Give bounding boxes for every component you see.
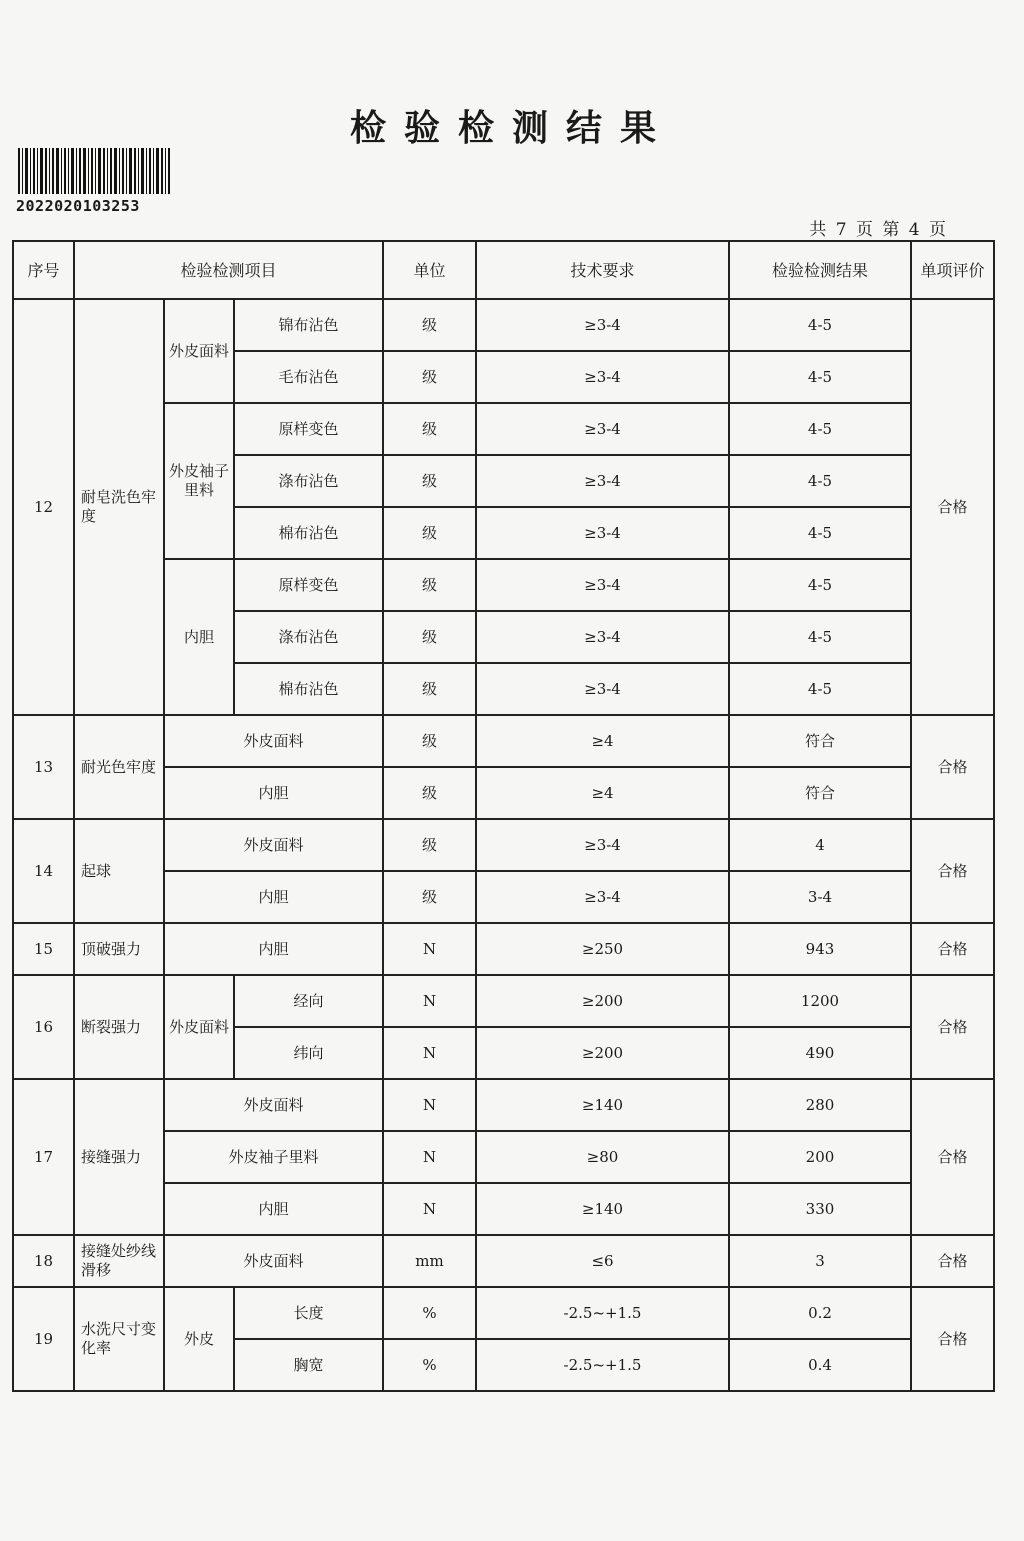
sub-item-cell: 内胆 [164, 871, 383, 923]
sub-item-cell: 毛布沾色 [234, 351, 383, 403]
seq-cell: 18 [13, 1235, 74, 1287]
table-row [13, 975, 994, 1027]
sub-item-cell: 纬向 [234, 1027, 383, 1079]
table-row [13, 1235, 994, 1287]
table-row [13, 819, 994, 871]
sub-item-cell: 外皮袖子里料 [164, 1131, 383, 1183]
result-cell: 符合 [729, 767, 911, 819]
result-cell: 4-5 [729, 403, 911, 455]
sub-item-cell: 原样变色 [234, 559, 383, 611]
header-evaluation: 单项评价 [911, 241, 994, 299]
evaluation-cell: 合格 [911, 299, 994, 715]
requirement-cell: ≥3-4 [476, 351, 729, 403]
barcode [18, 148, 170, 194]
group-cell: 外皮袖子里料 [164, 403, 234, 559]
unit-cell: 级 [383, 871, 476, 923]
unit-cell: 级 [383, 351, 476, 403]
evaluation-cell: 合格 [911, 975, 994, 1079]
evaluation-cell: 合格 [911, 1079, 994, 1235]
requirement-cell: -2.5~+1.5 [476, 1339, 729, 1391]
item-name-cell: 起球 [74, 819, 164, 923]
sub-item-cell: 内胆 [164, 767, 383, 819]
unit-cell: 级 [383, 455, 476, 507]
requirement-cell: ≥3-4 [476, 871, 729, 923]
unit-cell: N [383, 1079, 476, 1131]
table-row [13, 715, 994, 767]
requirement-cell: ≥140 [476, 1079, 729, 1131]
sub-item-cell: 锦布沾色 [234, 299, 383, 351]
header-seq: 序号 [13, 241, 74, 299]
group-cell: 外皮面料 [164, 975, 234, 1079]
result-cell: 280 [729, 1079, 911, 1131]
unit-cell: N [383, 975, 476, 1027]
seq-cell: 14 [13, 819, 74, 923]
report-number: 2022020103253 [16, 197, 140, 215]
seq-cell: 15 [13, 923, 74, 975]
item-name-cell: 顶破强力 [74, 923, 164, 975]
sub-item-cell: 内胆 [164, 923, 383, 975]
unit-cell: N [383, 1027, 476, 1079]
item-name-cell: 水洗尺寸变化率 [74, 1287, 164, 1391]
sub-item-cell: 外皮面料 [164, 819, 383, 871]
requirement-cell: ≥200 [476, 975, 729, 1027]
unit-cell: 级 [383, 299, 476, 351]
table-row [13, 1079, 994, 1131]
sub-item-cell: 外皮面料 [164, 1235, 383, 1287]
requirement-cell: ≤6 [476, 1235, 729, 1287]
result-cell: 4-5 [729, 455, 911, 507]
evaluation-cell: 合格 [911, 1287, 994, 1391]
header-row [13, 241, 994, 299]
results-table [12, 240, 995, 1392]
requirement-cell: ≥250 [476, 923, 729, 975]
requirement-cell: ≥4 [476, 767, 729, 819]
sub-item-cell: 原样变色 [234, 403, 383, 455]
group-cell: 内胆 [164, 559, 234, 715]
requirement-cell: ≥200 [476, 1027, 729, 1079]
evaluation-cell: 合格 [911, 715, 994, 819]
requirement-cell: ≥3-4 [476, 611, 729, 663]
sub-item-cell: 长度 [234, 1287, 383, 1339]
item-name-cell: 断裂强力 [74, 975, 164, 1079]
unit-cell: N [383, 923, 476, 975]
result-cell: 4-5 [729, 663, 911, 715]
sub-item-cell: 涤布沾色 [234, 611, 383, 663]
result-cell: 1200 [729, 975, 911, 1027]
sub-item-cell: 涤布沾色 [234, 455, 383, 507]
result-cell: 符合 [729, 715, 911, 767]
result-cell: 0.4 [729, 1339, 911, 1391]
result-cell: 3 [729, 1235, 911, 1287]
requirement-cell: ≥3-4 [476, 299, 729, 351]
requirement-cell: -2.5~+1.5 [476, 1287, 729, 1339]
result-cell: 4-5 [729, 299, 911, 351]
evaluation-cell: 合格 [911, 819, 994, 923]
table-row [13, 1287, 994, 1339]
sub-item-cell: 内胆 [164, 1183, 383, 1235]
header-requirement: 技术要求 [476, 241, 729, 299]
requirement-cell: ≥3-4 [476, 455, 729, 507]
result-cell: 490 [729, 1027, 911, 1079]
result-cell: 4-5 [729, 507, 911, 559]
result-cell: 4 [729, 819, 911, 871]
requirement-cell: ≥4 [476, 715, 729, 767]
result-cell: 0.2 [729, 1287, 911, 1339]
seq-cell: 12 [13, 299, 74, 715]
unit-cell: N [383, 1183, 476, 1235]
header-result: 检验检测结果 [729, 241, 911, 299]
seq-cell: 13 [13, 715, 74, 819]
unit-cell: % [383, 1339, 476, 1391]
unit-cell: 级 [383, 819, 476, 871]
seq-cell: 17 [13, 1079, 74, 1235]
unit-cell: % [383, 1287, 476, 1339]
unit-cell: 级 [383, 611, 476, 663]
page-title: 检验检测结果 [349, 108, 674, 149]
sub-item-cell: 经向 [234, 975, 383, 1027]
sub-item-cell: 棉布沾色 [234, 507, 383, 559]
requirement-cell: ≥140 [476, 1183, 729, 1235]
unit-cell: mm [383, 1235, 476, 1287]
unit-cell: 级 [383, 403, 476, 455]
group-cell: 外皮 [164, 1287, 234, 1391]
seq-cell: 19 [13, 1287, 74, 1391]
sub-item-cell: 棉布沾色 [234, 663, 383, 715]
unit-cell: 级 [383, 715, 476, 767]
sub-item-cell: 外皮面料 [164, 1079, 383, 1131]
unit-cell: 级 [383, 507, 476, 559]
result-cell: 4-5 [729, 611, 911, 663]
evaluation-cell: 合格 [911, 923, 994, 975]
result-cell: 4-5 [729, 351, 911, 403]
requirement-cell: ≥3-4 [476, 507, 729, 559]
page-info: 共 7 页 第 4 页 [809, 220, 948, 240]
requirement-cell: ≥3-4 [476, 819, 729, 871]
table-row [13, 923, 994, 975]
group-cell: 外皮面料 [164, 299, 234, 403]
sub-item-cell: 胸宽 [234, 1339, 383, 1391]
item-name-cell: 接缝处纱线滑移 [74, 1235, 164, 1287]
result-cell: 330 [729, 1183, 911, 1235]
item-name-cell: 耐光色牢度 [74, 715, 164, 819]
sub-item-cell: 外皮面料 [164, 715, 383, 767]
header-unit: 单位 [383, 241, 476, 299]
evaluation-cell: 合格 [911, 1235, 994, 1287]
unit-cell: 级 [383, 663, 476, 715]
item-name-cell: 接缝强力 [74, 1079, 164, 1235]
header-item: 检验检测项目 [74, 241, 383, 299]
table-row [13, 299, 994, 351]
result-cell: 4-5 [729, 559, 911, 611]
requirement-cell: ≥80 [476, 1131, 729, 1183]
seq-cell: 16 [13, 975, 74, 1079]
unit-cell: N [383, 1131, 476, 1183]
requirement-cell: ≥3-4 [476, 403, 729, 455]
item-name-cell: 耐皂洗色牢度 [74, 299, 164, 715]
result-cell: 943 [729, 923, 911, 975]
requirement-cell: ≥3-4 [476, 559, 729, 611]
unit-cell: 级 [383, 559, 476, 611]
requirement-cell: ≥3-4 [476, 663, 729, 715]
unit-cell: 级 [383, 767, 476, 819]
result-cell: 3-4 [729, 871, 911, 923]
result-cell: 200 [729, 1131, 911, 1183]
